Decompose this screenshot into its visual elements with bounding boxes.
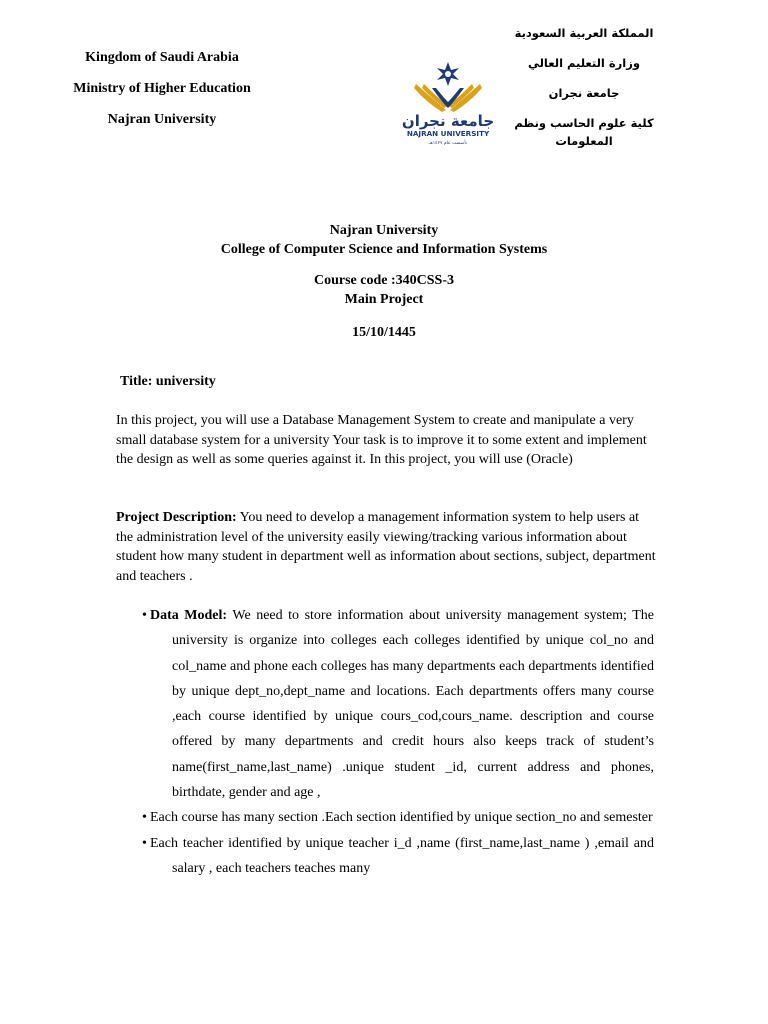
description-text: You need to develop a management information system to help users at the administration level of the university easily viewing/tracking various information about student how many student in department well as information about sections, subject, department and teachers .: [116, 510, 656, 584]
heading-college: College of Computer Science and Information Systems: [220, 242, 548, 257]
date-block: [0, 323, 768, 342]
header-arabic-university: جامعة نجران: [548, 86, 620, 100]
list-item: [142, 831, 654, 882]
list-item: [142, 603, 654, 805]
bullet-text: We need to store information about university management system; The university is organize into colleges each colleges identified by unique col_no and col_name and phone each colleges has many departments each departments identified by unique dept_no,dept_name and locations. Each departments offers many course ,each course identified by unique cours_cod,cours_name. description and course offered by many departments and credit hours also keeps track of student’s name(first_name,last_name) .unique student _id, current address and phones, birthdate, gender and age ,: [172, 608, 654, 801]
header-ministry: Ministry of Higher Education: [73, 81, 251, 96]
heading-date: 15/10/1445: [352, 325, 416, 340]
project-name: Main Project: [344, 292, 424, 307]
bullet-icon: •: [142, 810, 147, 826]
header-arabic-kingdom: المملكة العربية السعودية: [514, 26, 654, 40]
bullet-text: Each teacher identified by unique teacher i_d ,name (first_name,last_name ) ,email and salary , each teachers teaches many: [150, 835, 654, 876]
bullet-list: [142, 603, 654, 881]
header-arabic: [484, 24, 684, 148]
description-paragraph: [116, 508, 658, 586]
course-code: Course code :340CSS-3: [314, 273, 454, 288]
list-item: [142, 805, 654, 830]
project-title: Title: university: [120, 374, 216, 389]
bullet-icon: •: [142, 835, 147, 851]
heading-university: Najran University: [329, 223, 439, 238]
svg-text:NAJRAN UNIVERSITY: NAJRAN UNIVERSITY: [406, 129, 490, 138]
description-label: Project Description:: [116, 510, 237, 525]
bullet-label: Data Model:: [150, 608, 228, 623]
header-university: Najran University: [107, 112, 217, 127]
course-block: [0, 271, 768, 309]
header-kingdom: Kingdom of Saudi Arabia: [85, 50, 239, 65]
svg-text:جامعة نجران: جامعة نجران: [402, 112, 495, 130]
heading-block: [0, 221, 768, 259]
bullet-icon: •: [142, 608, 147, 623]
header-arabic-college: كلية علوم الحاسب ونظم المعلومات: [514, 116, 654, 148]
bullet-text: Each course has many section .Each section identified by unique section_no and semester: [150, 810, 653, 826]
header-arabic-ministry: وزارة التعليم العالي: [527, 56, 640, 70]
intro-paragraph: In this project, you will use a Database Management System to create and manipulate a very small database system for a university Your task is to improve it to some extent and implement the design as well as some queries against it. In this project, you will use (Oracle): [116, 413, 647, 467]
svg-text:تأسست عام ١٤٢٧هـ: تأسست عام ١٤٢٧هـ: [429, 141, 467, 146]
header-english: [62, 48, 262, 141]
